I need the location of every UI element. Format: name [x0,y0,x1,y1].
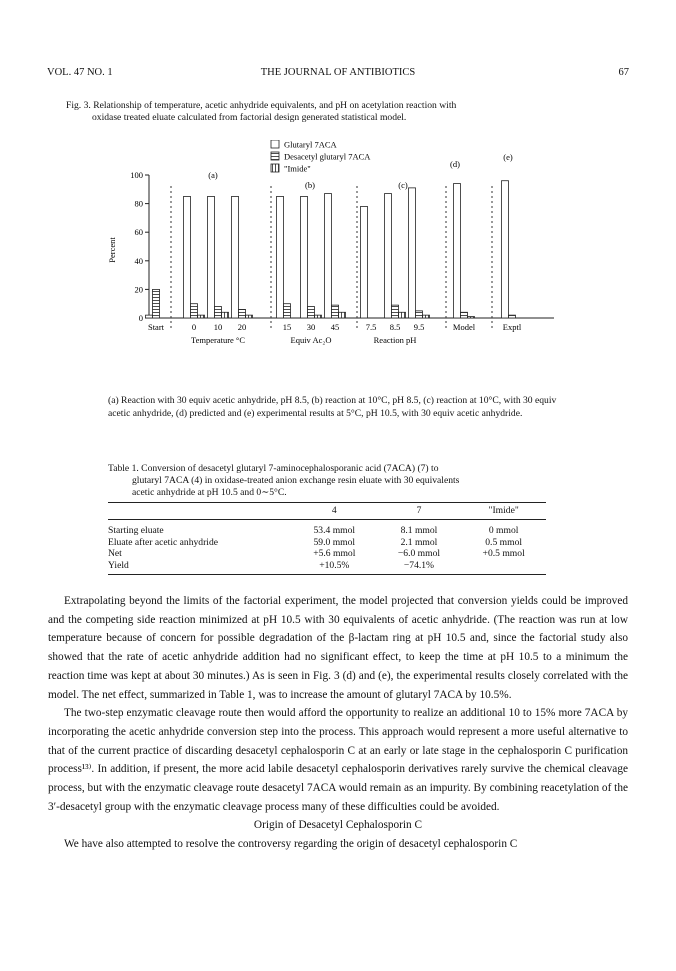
paragraph: Extrapolating beyond the limits of the factorial experiment, the model projected that conversion yields could be improved and the competing side reaction minimized at pH 10.5 with 30 equivalents of acetic anhydride. (The reaction was run at low temperature because of concern for possible degradation of the β-lactam ring at pH 10.5 and, since the factorial study also showed that the rate of acetic anhydride addition had no significant effect, to keep the time at pH 10.5 to a minimum the reaction time was kept at about 30 minutes.) As is seen in Fig. 3 (d) and (e), the experimental results closely correlated with the model. The net effect, summarized in Table 1, was to increase the amount of glutaryl 7ACA by 10.5%. [48,595,628,701]
bar-8-5-s1 [392,305,399,318]
x-tick-label: 20 [237,322,247,332]
bar-start-s1 [153,289,160,318]
bar-20-s1 [239,309,246,318]
row-label: Yield [108,559,129,571]
y-tick-label: 0 [138,313,143,323]
bar-8-5-s2 [399,312,406,318]
x-tick-label: Start [147,322,165,332]
bar-15-s0 [277,196,284,318]
table-caption-line-2: glutaryl 7ACA (4) in oxidase-treated anion exchange resin eluate with 30 equivalents [132,475,460,486]
x-axis-label: Reaction pH [373,335,417,345]
bar-45-s1 [332,305,339,318]
table-header-row [108,503,546,520]
y-tick-label: 40 [134,255,143,266]
figure-caption-text-2: oxidase treated eluate calculated from factorial design generated statistical model. [92,112,407,123]
chart-bars [146,181,516,318]
x-tick-label: 15 [282,322,292,332]
table-header-cell: 7 [416,505,422,516]
table-header-cell: 4 [331,505,337,516]
bar-8-5-s0 [385,194,392,318]
x-tick-label: 45 [330,322,340,332]
table-caption-prefix: Table 1. [108,463,139,474]
journal-title: THE JOURNAL OF ANTIBIOTICS [260,67,416,78]
table-cell: +5.6 mmol [313,548,356,559]
legend-label: Glutaryl 7ACA [284,140,337,150]
x-axis-label: Equiv Ac₂O [290,335,332,345]
group-label: (b) [305,180,315,190]
bar-exptl-s1 [509,315,516,318]
y-tick-label: 100 [130,170,143,180]
bar-model-s0 [454,184,461,318]
table-cell: 0 mmol [488,525,519,536]
bar-0-s2 [198,315,205,318]
legend-label: "Imide" [284,163,311,174]
bar-exptl-s0 [502,181,509,318]
row-label: Net [108,548,122,559]
table-row [108,548,546,560]
bar-10-s0 [208,196,215,318]
table-1 [108,502,546,575]
figure-caption [66,100,586,124]
bar-0-s1 [191,304,198,318]
table-caption-line-1: Conversion of desacetyl glutaryl 7-aminocephalosporanic acid (7ACA) (7) to [141,463,439,474]
bar-model-s1 [461,312,468,318]
legend-swatch [271,164,279,172]
table-row [108,560,546,575]
running-header [47,67,629,81]
bar-10-s2 [222,312,229,318]
bar-30-s2 [315,315,322,318]
bar-30-s0 [301,196,308,318]
bar-45-s0 [325,194,332,318]
body-text [48,592,628,854]
x-tick-label: 0 [191,322,197,332]
group-label: (d) [450,159,460,169]
bar-20-s0 [232,196,239,318]
table-cell [461,560,546,575]
bar-0-s0 [184,196,191,318]
table-cell: −74.1% [403,559,435,571]
table-header-cell: "Imide" [488,505,519,516]
table-cell: 8.1 mmol [400,525,438,536]
bar-start-s0 [146,315,153,318]
y-tick-label: 60 [134,227,143,238]
volume-number: VOL. 47 NO. 1 [47,67,113,78]
table-cell: 53.4 mmol [313,525,356,536]
bar-10-s1 [215,307,222,318]
x-tick-label: Model [452,322,476,332]
group-label: (e) [503,152,513,162]
row-label: Eluate after acetic anhydride [108,536,218,548]
x-axis-label: Temperature °C [190,335,246,345]
figure-caption-text: Relationship of temperature, acetic anhydride equivalents, and pH on acetylation reaction with [93,100,457,111]
table-row [108,520,546,537]
table-row [108,537,546,549]
y-tick-label: 20 [134,284,143,295]
bar-20-s2 [246,315,253,318]
figure-caption-prefix: Fig. 3. [66,100,91,111]
x-tick-label: Exptl [502,322,522,332]
table-cell: −6.0 mmol [397,548,441,559]
x-tick-label: 9.5 [413,322,425,332]
bar-15-s1 [284,304,291,318]
bar-9-5-s0 [409,188,416,318]
bar-7-5-s0 [361,206,368,318]
legend-swatch [271,140,279,148]
bar-9-5-s2 [423,315,430,318]
figure-3-chart [100,140,570,350]
bar-9-5-s1 [416,311,423,318]
legend-swatch [271,152,279,160]
section-heading: Origin of Desacetyl Cephalosporin C [253,819,423,832]
table-cell: 0.5 mmol [485,536,523,548]
x-tick-label: 30 [306,322,316,332]
bar-30-s1 [308,307,315,318]
bar-model-s2 [468,317,475,318]
y-axis-label: Percent [107,237,117,263]
table-caption [108,463,568,499]
x-tick-label: 8.5 [389,322,401,332]
group-label: (a) [208,170,218,180]
bar-45-s2 [339,312,346,318]
chart-legend [271,140,371,174]
table-header-cell [108,503,292,520]
table-cell: +10.5% [319,559,350,571]
y-tick-label: 80 [134,198,143,209]
x-tick-label: 7.5 [365,322,377,332]
table-cell: 2.1 mmol [400,536,438,548]
x-tick-label: 10 [213,322,223,332]
page-number: 67 [618,67,629,78]
group-label: (c) [398,180,408,190]
table-cell: 59.0 mmol [313,536,356,548]
paragraph: We have also attempted to resolve the controversy regarding the origin of desacetyl cephalosporin C [64,838,518,851]
paragraph: The two-step enzymatic cleavage route then would afford the opportunity to realize an additional 10 to 15% more 7ACA by incorporating the acetic anhydride conversion step into the process. This approach would represent a more useful alternative to that of the current practice of discarding desacetyl cephalosporin C at an early or late stage in the cephalosporin C purification process¹³⁾. In addition, if present, the more acid labile desacetyl cephalosporin derivatives rarely survive the chemical cleavage process, but with the enzymatic cleavage route desacetyl 7ACA would remain as an impurity. By combining reacetylation of the 3′-desacetyl group with the enzymatic cleavage process many of these difficulties could be avoided. [48,707,628,813]
row-label: Starting eluate [108,525,164,536]
table-cell: +0.5 mmol [482,548,525,559]
table-caption-line-3: acetic anhydride at pH 10.5 and 0∼5°C. [132,487,287,498]
legend-label: Desacetyl glutaryl 7ACA [284,151,371,162]
figure-footnote: (a) Reaction with 30 equiv acetic anhydride, pH 8.5, (b) reaction at 10°C, pH 8.5, (c) reaction at 10°C, with 30 equiv acetic anhydride, (d) predicted and (e) experimental results at 5°C, pH 10.5, with 30 equiv acetic anhydride. [108,395,557,419]
